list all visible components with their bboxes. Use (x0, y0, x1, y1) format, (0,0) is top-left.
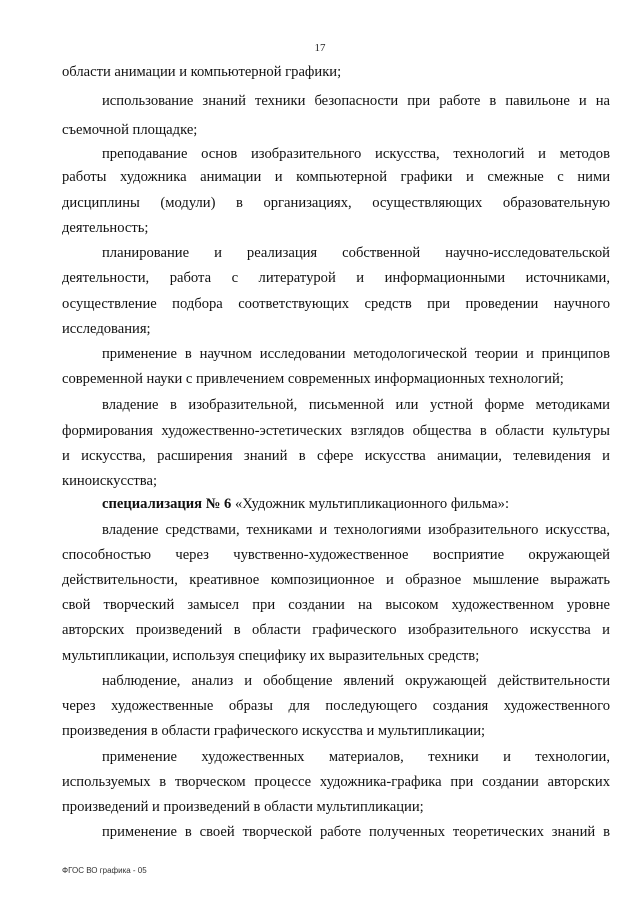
text-line: применение художественных материалов, техники и технологии, (102, 749, 610, 765)
text-line: способностью через чувственно-художественное восприятие окружающей (62, 547, 610, 563)
text-line: области анимации и компьютерной графики; (62, 64, 342, 80)
text-line: мультипликации, используя специфику их выразительных средств; (62, 648, 480, 664)
text-line: современной науки с привлечением современных информационных технологий; (62, 371, 564, 387)
text-line: киноискусства; (62, 473, 158, 489)
text-line: и искусства, расширения знаний в сфере искусства анимации, телевидения и (62, 448, 610, 464)
text-line: осуществление подбора соответствующих средств при проведении научного (62, 296, 610, 312)
text-line: произведения в области графического искусства и мультипликации; (62, 723, 486, 739)
text-line: используемых в творческом процессе художника-графика при создании авторских (62, 774, 610, 790)
specialization-heading (102, 495, 509, 513)
text-line: планирование и реализация собственной научно-исследовательской (102, 245, 610, 261)
text-line: владение в изобразительной, письменной или устной форме методиками (102, 397, 610, 413)
text-line: владение средствами, техниками и технологиями изобразительного искусства, (102, 522, 610, 538)
text-line: наблюдение, анализ и обобщение явлений окружающей действительности (102, 673, 610, 689)
text-line: деятельность; (62, 220, 149, 236)
text-line: преподавание основ изобразительного искусства, технологий и методов (102, 146, 610, 162)
page-number: 17 (314, 42, 326, 54)
text-line: произведений и произведений в области мультипликации; (62, 799, 424, 815)
footer-label: ФГОС ВО графика - 05 (62, 866, 147, 875)
text-line: действительности, креативное композиционное и образное мышление выражать (62, 572, 610, 588)
specialization-title: «Художник мультипликационного фильма»: (235, 496, 510, 512)
text-line: работы художника анимации и компьютерной графики и смежные с ними (62, 169, 610, 185)
text-line: исследования; (62, 321, 151, 337)
text-line: авторских произведений в области графического изобразительного искусства и (62, 622, 610, 638)
text-line: через художественные образы для последующего создания художественного (62, 698, 610, 714)
text-line: применение в научном исследовании методологической теории и принципов (102, 346, 610, 362)
text-line: формирования художественно-эстетических взглядов общества в области культуры (62, 423, 610, 439)
text-line: деятельности, работа с литературой и информационными источниками, (62, 270, 610, 286)
text-line: дисциплины (модули) в организациях, осуществляющих образовательную (62, 195, 610, 211)
text-line: использование знаний техники безопасности при работе в павильоне и на (102, 93, 610, 109)
text-line: применение в своей творческой работе полученных теоретических знаний в (102, 824, 610, 840)
specialization-label: специализация № 6 (102, 496, 232, 512)
text-line: свой творческий замысел при создании на высоком художественном уровне (62, 597, 610, 613)
text-line: съемочной площадке; (62, 122, 198, 138)
